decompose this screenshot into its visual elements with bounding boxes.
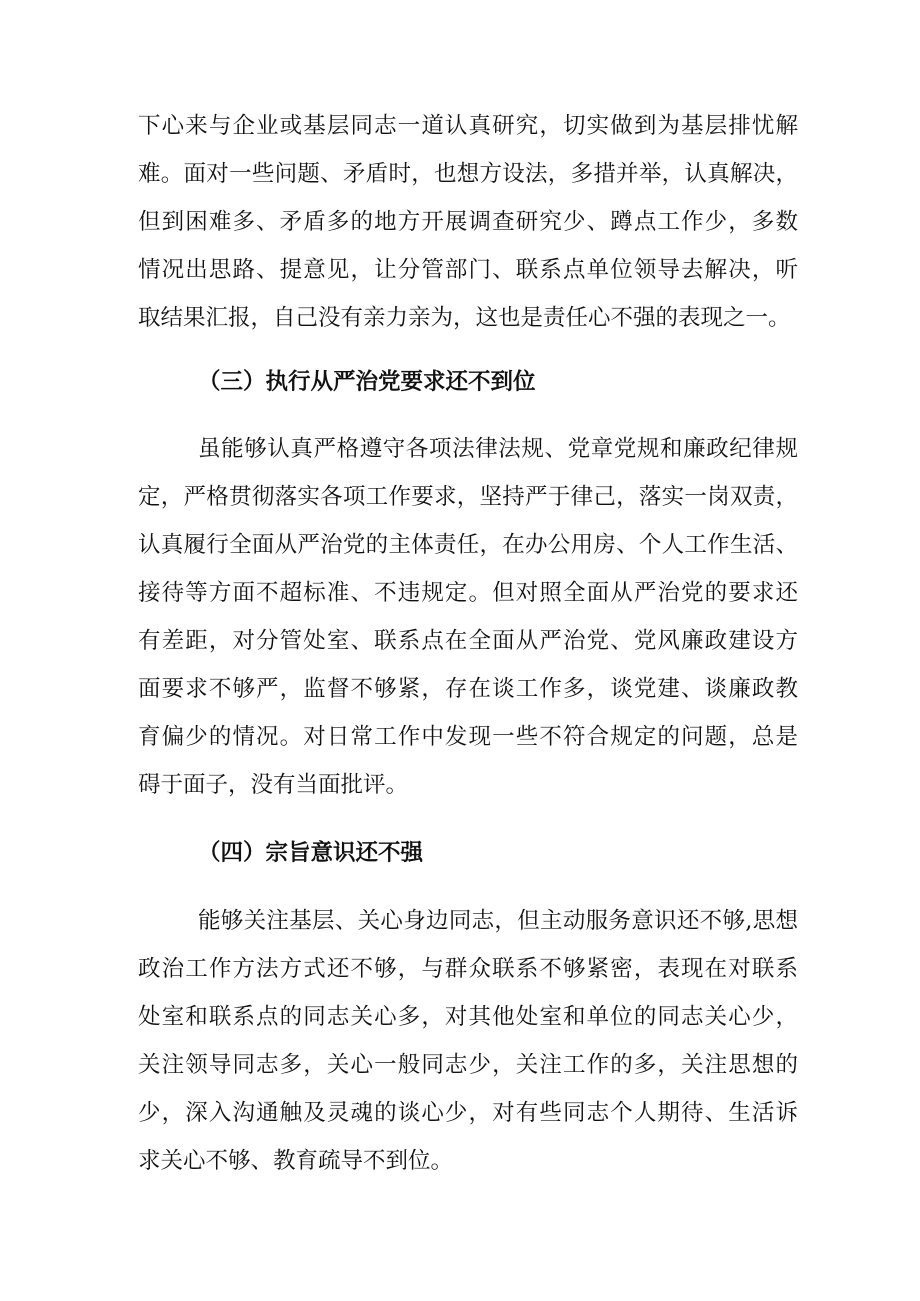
paragraph-2-line-2: 定，严格贯彻落实各项工作要求，坚持严于律己，落实一岗双责，: [138, 484, 798, 510]
paragraph-2-line-8: 碍于面子，没有当面批评。: [138, 772, 409, 798]
paragraph-2-line-1: 虽能够认真严格遵守各项法律法规、党章党规和廉政纪律规: [198, 436, 798, 462]
paragraph-2-line-6: 面要求不够严，监督不够紧，存在谈工作多，谈党建、谈廉政教: [138, 676, 798, 702]
paragraph-2-line-3: 认真履行全面从严治党的主体责任，在办公用房、个人工作生活、: [138, 532, 798, 558]
paragraph-3-line-5: 少，深入沟通触及灵魂的谈心少，对有些同志个人期待、生活诉: [138, 1100, 798, 1126]
paragraph-3-line-3: 处室和联系点的同志关心多，对其他处室和单位的同志关心少，: [138, 1004, 798, 1030]
paragraph-1-line-2: 难。面对一些问题、矛盾时，也想方设法，多措并举，认真解决，: [138, 161, 798, 187]
paragraph-2-line-5: 有差距，对分管处室、联系点在全面从严治党、党风廉政建设方: [138, 628, 798, 654]
paragraph-1-line-1: 下心来与企业或基层同志一道认真研究，切实做到为基层排忧解: [138, 113, 798, 139]
paragraph-2-line-7: 育偏少的情况。对日常工作中发现一些不符合规定的问题，总是: [138, 724, 798, 750]
paragraph-1-line-4: 情况出思路、提意见，让分管部门、联系点单位领导去解决，听: [138, 257, 798, 283]
section-heading-3: （三）执行从严治党要求还不到位: [198, 369, 536, 395]
paragraph-3-line-6: 求关心不够、教育疏导不到位。: [138, 1148, 454, 1174]
paragraph-3-line-1: 能够关注基层、关心身边同志，但主动服务意识还不够,思想: [198, 908, 798, 934]
paragraph-3-line-4: 关注领导同志多，关心一般同志少，关注工作的多，关注思想的: [138, 1052, 798, 1078]
paragraph-1-line-5: 取结果汇报，自己没有亲力亲为，这也是责任心不强的表现之一。: [138, 305, 791, 331]
section-heading-4: （四）宗旨意识还不强: [198, 840, 424, 866]
paragraph-3-line-2: 政治工作方法方式还不够，与群众联系不够紧密，表现在对联系: [138, 956, 798, 982]
paragraph-2-line-4: 接待等方面不超标准、不违规定。但对照全面从严治党的要求还: [138, 580, 798, 606]
paragraph-1-line-3: 但到困难多、矛盾多的地方开展调查研究少、蹲点工作少，多数: [138, 209, 798, 235]
